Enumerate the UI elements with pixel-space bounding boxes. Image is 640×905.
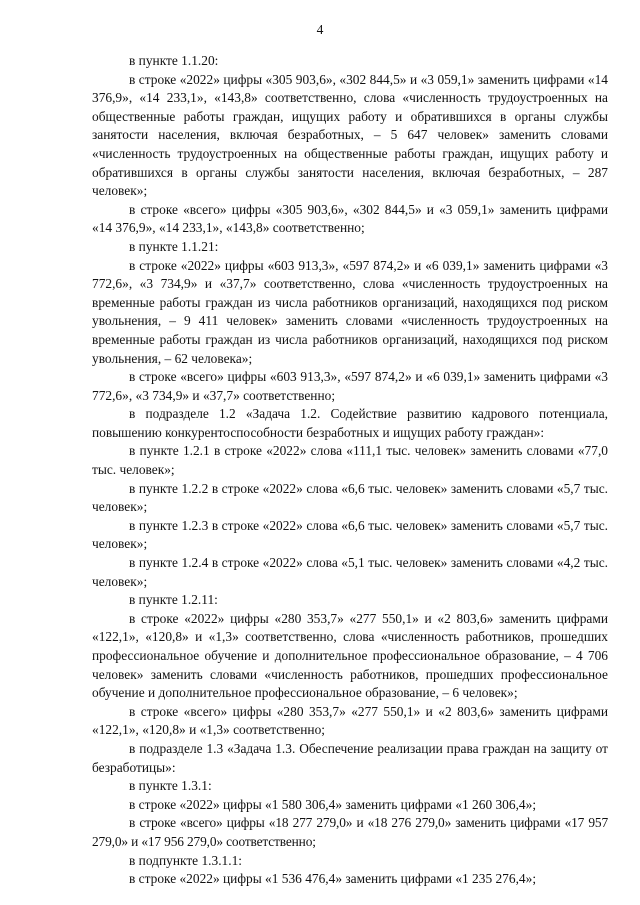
- paragraph: в строке «всего» цифры «280 353,7» «277 550,1» и «2 803,6» заменить цифрами «122,1», «120,8» и «1,3» соответственно;: [92, 703, 608, 738]
- paragraph: в пункте 1.2.3 в строке «2022» слова «6,6 тыс. человек» заменить словами «5,7 тыс. человек»;: [92, 517, 608, 552]
- paragraph: в подразделе 1.3 «Задача 1.3. Обеспечение реализации права граждан на защиту от безработицы»:: [92, 740, 608, 775]
- paragraph: в пункте 1.2.4 в строке «2022» слова «5,1 тыс. человек» заменить словами «4,2 тыс. человек»;: [92, 555, 608, 589]
- paragraph: в строке «2022» цифры «280 353,7» «277 550,1» и «2 803,6» заменить цифрами «122,1», «120,8» и «1,3» соответственно, слова «численность работников, прошедших профессиональное обучение и дополнительное профессиональное образование, – 4 706 человек» заменить словами «численность работников, прошедших профессиональное обучение и дополнительное профессиональное образование, – 6 человек»;: [92, 610, 608, 701]
- paragraph: в строке «2022» цифры «305 903,6», «302 844,5» и «3 059,1» заменить цифрами «14 376,9», «14 233,1», «143,8» соответственно, слова «численность трудоустроенных на общественные работы граждан, ищущих работу и обратившихся в органы службы занятости населения, включая безработных, – 5 647 человек» заменить словами «численность трудоустроенных на общественные работы граждан, ищущих работу и обратившихся в органы службы занятости населения, включая безработных, – 287 человек»;: [92, 71, 608, 199]
- paragraph: в пункте 1.2.2 в строке «2022» слова «6,6 тыс. человек» заменить словами «5,7 тыс. человек»;: [92, 480, 608, 515]
- paragraph: в пункте 1.2.1 в строке «2022» слова «111,1 тыс. человек» заменить словами «77,0 тыс. человек»;: [92, 443, 608, 478]
- page-number: 4: [316, 22, 324, 37]
- paragraph: в строке «всего» цифры «18 277 279,0» и «18 276 279,0» заменить цифрами «17 957 279,0» и «17 956 279,0» соответственно;: [92, 815, 608, 849]
- paragraph: в подразделе 1.2 «Задача 1.2. Содействие развитию кадрового потенциала, повышению конкурентоспособности безработных и ищущих работу граждан»:: [92, 406, 608, 440]
- paragraph: в пункте 1.1.20:: [129, 53, 219, 68]
- paragraph: в строке «всего» цифры «603 913,3», «597 874,2» и «6 039,1» заменить цифрами «3 772,6», «3 734,9» и «37,7» соответственно;: [92, 369, 608, 403]
- document-body: [92, 52, 608, 889]
- paragraph: в строке «2022» цифры «1 536 476,4» заменить цифрами «1 235 276,4»;: [129, 871, 537, 887]
- paragraph: в подпункте 1.3.1.1:: [129, 852, 243, 868]
- paragraph: в пункте 1.2.11:: [129, 592, 218, 608]
- paragraph: в пункте 1.1.21:: [129, 238, 219, 254]
- paragraph: в пункте 1.3.1:: [129, 778, 212, 794]
- paragraph: в строке «2022» цифры «603 913,3», «597 874,2» и «6 039,1» заменить цифрами «3 772,6», «3 734,9» и «37,7» соответственно, слова «численность трудоустроенных на временные работы граждан из числа работников организаций, находящихся под риском увольнения, – 9 411 человек» заменить словами «численность трудоустроенных на временные работы граждан из числа работников организаций, находящихся под риском увольнения, – 62 человека»;: [92, 257, 608, 366]
- paragraph: в строке «всего» цифры «305 903,6», «302 844,5» и «3 059,1» заменить цифрами «14 376,9», «14 233,1», «143,8» соответственно;: [92, 201, 608, 236]
- paragraph: в строке «2022» цифры «1 580 306,4» заменить цифрами «1 260 306,4»;: [129, 796, 537, 812]
